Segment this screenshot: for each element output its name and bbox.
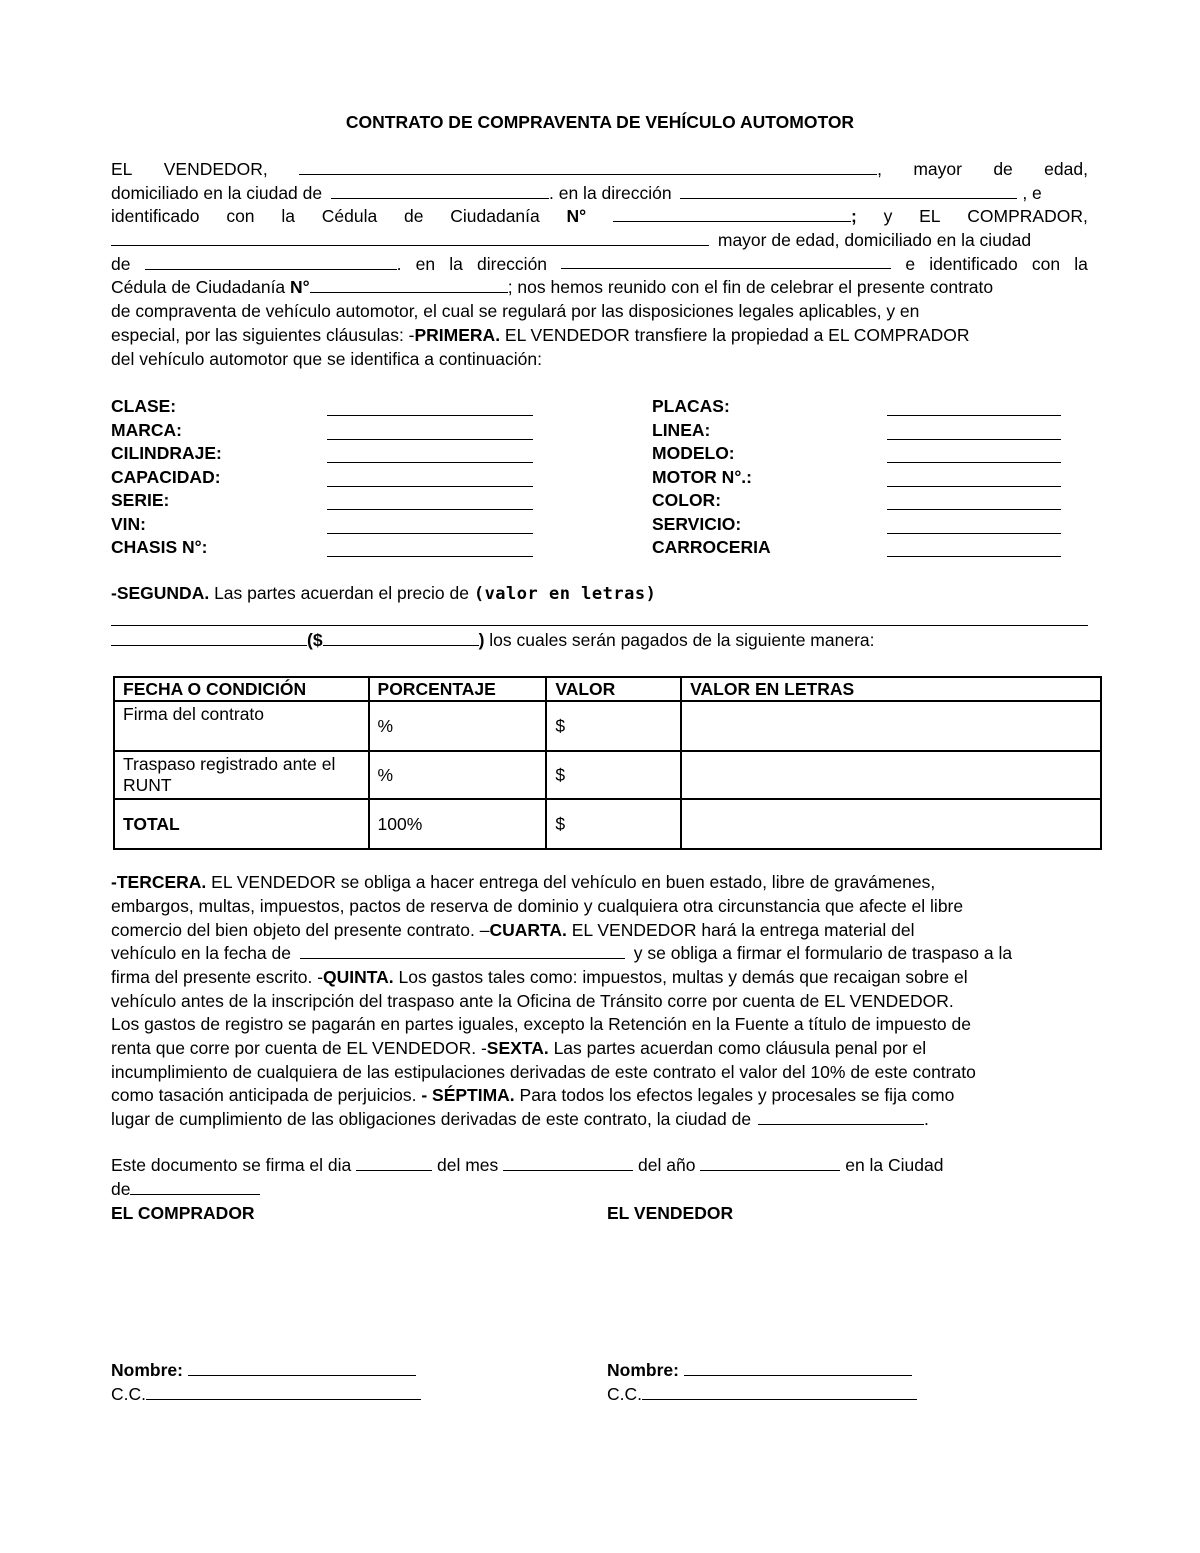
header-cell: VALOR EN LETRAS (681, 677, 1101, 701)
text: N° (566, 206, 587, 226)
seller-name-field[interactable] (299, 158, 882, 181)
vehicle-field-label-right: COLOR: (652, 490, 722, 510)
text: COMPRADOR, (967, 206, 1088, 226)
text: Nombre: (111, 1360, 183, 1380)
price-words-field-end[interactable] (111, 630, 307, 646)
signing-city-field[interactable] (130, 1179, 260, 1195)
text: con (1031, 254, 1061, 274)
price-number-field[interactable] (323, 630, 479, 646)
text: de (111, 254, 131, 274)
text: del mes (437, 1155, 499, 1175)
text: C.C. (111, 1384, 146, 1404)
clause-line-2: embargos, multas, impuestos, pactos de reserva de dominio y cualquiera otra circunstancia que afecte el libre (111, 896, 964, 916)
payment-table (113, 676, 1102, 850)
clause-sexta-label: SEXTA. (486, 1038, 549, 1058)
clause-line-6: vehículo antes de la inscripción del traspaso ante la Oficina de Tránsito corre por cuenta de EL VENDEDOR. (111, 991, 954, 1011)
text: Nombre: (607, 1360, 679, 1380)
vehicle-field-label-right: MOTOR N°.: (652, 466, 753, 487)
vehicle-field-input-right[interactable] (887, 439, 1061, 440)
text: de (403, 206, 424, 226)
text: la (1074, 254, 1088, 274)
value-cell[interactable]: $ (546, 701, 681, 751)
text: Para todos los efectos legales y procesales se fija como (514, 1085, 955, 1105)
text: Cédula (321, 206, 378, 226)
text: Este documento se firma el dia (111, 1155, 352, 1175)
signing-line-2 (111, 1178, 1088, 1201)
vehicle-field-label-right: PLACAS: (652, 396, 730, 416)
text: e (905, 254, 916, 274)
intro-line-9: del vehículo automotor que se identifica a continuación: (111, 349, 542, 369)
seller-signature-name-field[interactable] (684, 1360, 912, 1376)
text: , e (1022, 183, 1042, 203)
text: mayor de edad, domiciliado en la ciudad (717, 230, 1032, 250)
text: EL VENDEDOR se obliga a hacer entrega del vehículo en buen estado, libre de gravámenes, (206, 872, 936, 892)
text: identificado (111, 206, 200, 226)
words-cell[interactable] (681, 701, 1101, 751)
vehicle-field-label-right: LINEA: (652, 419, 711, 440)
vehicle-field-input-left[interactable] (327, 415, 533, 416)
delivery-date-field[interactable] (300, 943, 625, 959)
intro-line-2 (111, 182, 1088, 205)
vehicle-field-input-right[interactable] (887, 415, 1061, 416)
text: y se obliga a firmar el formulario de traspaso a la (633, 943, 1013, 963)
vehicle-field-label-right: CARROCERIA (652, 537, 771, 557)
table-header-row (114, 677, 1101, 701)
clause-septima-label: - SÉPTIMA. (421, 1085, 515, 1105)
table-row (114, 751, 1101, 799)
text: la (449, 254, 463, 274)
clause-line-5 (111, 966, 1088, 989)
clause-line-8 (111, 1037, 1088, 1060)
text: domiciliado en la ciudad de (111, 183, 323, 203)
seller-signature-title: EL VENDEDOR (607, 1203, 734, 1223)
intro-line-4 (111, 229, 1088, 252)
text: firma del presente escrito. - (111, 967, 324, 987)
text: Las partes acuerdan el precio de (209, 583, 474, 603)
vehicle-field-label-left: CHASIS N°: (111, 537, 208, 557)
vehicle-field-input-left[interactable] (327, 556, 533, 557)
signing-line-1 (111, 1154, 1088, 1177)
intro-line-1 (111, 158, 1088, 181)
text: identificado (929, 254, 1018, 274)
text: N° (290, 277, 310, 297)
header-cell: PORCENTAJE (369, 677, 547, 701)
clause-line-7: Los gastos de registro se pagarán en partes iguales, excepto la Retención en la Fuente a título de impuesto de (111, 1014, 971, 1034)
vehicle-field-label-left: MARCA: (111, 419, 182, 440)
text: como tasación anticipada de perjuicios. (111, 1085, 422, 1105)
vehicle-field-label-right: SERVICIO: (652, 513, 742, 534)
clause-primera-label: PRIMERA. (414, 325, 501, 345)
text: mayor (913, 159, 962, 179)
compliance-city-field[interactable] (758, 1109, 924, 1125)
text: Ciudadanía (450, 206, 540, 226)
clause-quinta-label: QUINTA. (323, 967, 394, 987)
text: comercio del bien objeto del presente contrato. – (111, 920, 490, 940)
clause-line-11 (111, 1108, 1088, 1131)
condition-cell: TOTAL (114, 799, 369, 849)
buyer-signature-name-field[interactable] (188, 1360, 416, 1376)
price-in-words-hint: (valor en letras) (473, 584, 657, 604)
text: dirección (477, 254, 548, 274)
condition-cell: Traspaso registrado ante el RUNT (114, 751, 369, 799)
seller-address-field[interactable] (680, 183, 1017, 199)
intro-line-6 (111, 276, 1088, 299)
clause-line-3 (111, 919, 1088, 942)
value-cell[interactable]: $ (546, 799, 681, 849)
text: EL VENDEDOR transfiere la propiedad a EL COMPRADOR (500, 325, 970, 345)
vehicle-field-input-right[interactable] (887, 533, 1061, 534)
buyer-signature-title: EL COMPRADOR (111, 1203, 255, 1223)
text: en la Ciudad (845, 1155, 944, 1175)
text: los cuales serán pagados de la siguiente manera: (484, 630, 875, 650)
percent-cell[interactable]: % (369, 701, 547, 751)
seller-city-field[interactable] (331, 183, 549, 199)
intro-line-5 (111, 253, 1088, 276)
buyer-address-field[interactable] (561, 253, 891, 269)
seller-cc-line (607, 1383, 937, 1406)
vehicle-field-label-right: MODELO: (652, 443, 735, 463)
text: EL VENDEDOR hará la entrega material del (566, 920, 915, 940)
clause-segunda-line-1 (111, 582, 1088, 606)
text: . en la dirección (549, 183, 672, 203)
clause-line-10 (111, 1084, 1088, 1107)
text: Las partes acuerdan como cláusula penal por el (548, 1038, 927, 1058)
words-cell[interactable] (681, 799, 1101, 849)
buyer-name-line (111, 1359, 441, 1382)
vehicle-field-input-right[interactable] (887, 509, 1061, 510)
text: lugar de cumplimiento de las obligaciones derivadas de este contrato, la ciudad de (111, 1109, 752, 1129)
vehicle-field-label-left: CILINDRAJE: (111, 443, 222, 463)
vehicle-field-label-left: SERIE: (111, 490, 170, 510)
percent-cell[interactable]: 100% (369, 799, 547, 849)
text: ($ (307, 630, 323, 650)
vehicle-field-input-left[interactable] (327, 509, 533, 510)
signing-year-field[interactable] (700, 1155, 840, 1171)
vehicle-field-input-left[interactable] (327, 462, 533, 463)
text: EL (111, 159, 133, 179)
clause-line-1 (111, 871, 1088, 894)
text: de (993, 159, 1013, 179)
vehicle-field-label-left: VIN: (111, 513, 146, 534)
vehicle-field-label-left: CLASE: (111, 396, 177, 416)
condition-cell: Firma del contrato (114, 701, 369, 751)
buyer-city-field[interactable] (145, 253, 402, 276)
text: . (396, 254, 402, 274)
vehicle-field-input-left[interactable] (327, 486, 533, 487)
text: . (924, 1109, 929, 1129)
text: la (281, 206, 295, 226)
intro-line-8 (111, 324, 1088, 347)
text: del año (638, 1155, 696, 1175)
text: de (111, 1179, 131, 1199)
text: especial, por las siguientes cláusulas: - (111, 325, 415, 345)
seller-name-line (607, 1359, 937, 1382)
clause-tercera-label: -TERCERA. (111, 872, 207, 892)
text: Los gastos tales como: impuestos, multas y demás que recaigan sobre el (393, 967, 968, 987)
text: EL (919, 206, 941, 226)
text: renta que corre por cuenta de EL VENDEDOR. - (111, 1038, 487, 1058)
buyer-cc-field[interactable] (146, 1384, 421, 1400)
price-in-words-field[interactable] (111, 625, 1088, 626)
intro-line-3 (111, 205, 1088, 228)
text: , (877, 159, 883, 179)
percent-cell[interactable]: % (369, 751, 547, 799)
buyer-name-field[interactable] (111, 230, 709, 246)
words-cell[interactable] (681, 751, 1101, 799)
seller-id-field[interactable] (613, 205, 857, 228)
text: en (415, 254, 436, 274)
clause-line-4 (111, 942, 1088, 965)
clause-segunda-line-2 (111, 629, 1088, 652)
vehicle-field-input-right[interactable] (887, 462, 1061, 463)
seller-cc-field[interactable] (642, 1384, 917, 1400)
vehicle-field-input-left[interactable] (327, 439, 533, 440)
text: con (226, 206, 255, 226)
signing-day-field[interactable] (356, 1155, 432, 1171)
text: y (883, 206, 893, 226)
text: edad, (1044, 159, 1088, 179)
text: VENDEDOR, (163, 159, 268, 179)
vehicle-field-input-right[interactable] (887, 556, 1061, 557)
clause-cuarta-label: CUARTA. (489, 920, 567, 940)
text: C.C. (607, 1384, 642, 1404)
vehicle-field-input-right[interactable] (887, 486, 1061, 487)
text: ) (478, 630, 485, 650)
text: ; nos hemos reunido con el fin de celebrar el presente contrato (507, 277, 994, 297)
vehicle-field-input-left[interactable] (327, 533, 533, 534)
text: Cédula de Ciudadanía (111, 277, 286, 297)
text: ; (850, 206, 857, 226)
value-cell[interactable]: $ (546, 751, 681, 799)
signing-month-field[interactable] (503, 1155, 633, 1171)
table-row-total (114, 799, 1101, 849)
buyer-id-field[interactable] (310, 277, 508, 293)
clause-segunda-label: -SEGUNDA. (111, 583, 210, 603)
header-cell: FECHA O CONDICIÓN (114, 677, 369, 701)
intro-line-7: de compraventa de vehículo automotor, el cual se regulará por las disposiciones legales aplicables, y en (111, 301, 920, 321)
text: vehículo en la fecha de (111, 943, 291, 963)
header-cell: VALOR (546, 677, 681, 701)
buyer-cc-line (111, 1383, 441, 1406)
document-title: CONTRATO DE COMPRAVENTA DE VEHÍCULO AUTOMOTOR (345, 112, 855, 132)
vehicle-field-label-left: CAPACIDAD: (111, 466, 221, 487)
table-row (114, 701, 1101, 751)
clause-line-9: incumplimiento de cualquiera de las estipulaciones derivadas de este contrato el valor del 10% de este contrato (111, 1062, 976, 1082)
